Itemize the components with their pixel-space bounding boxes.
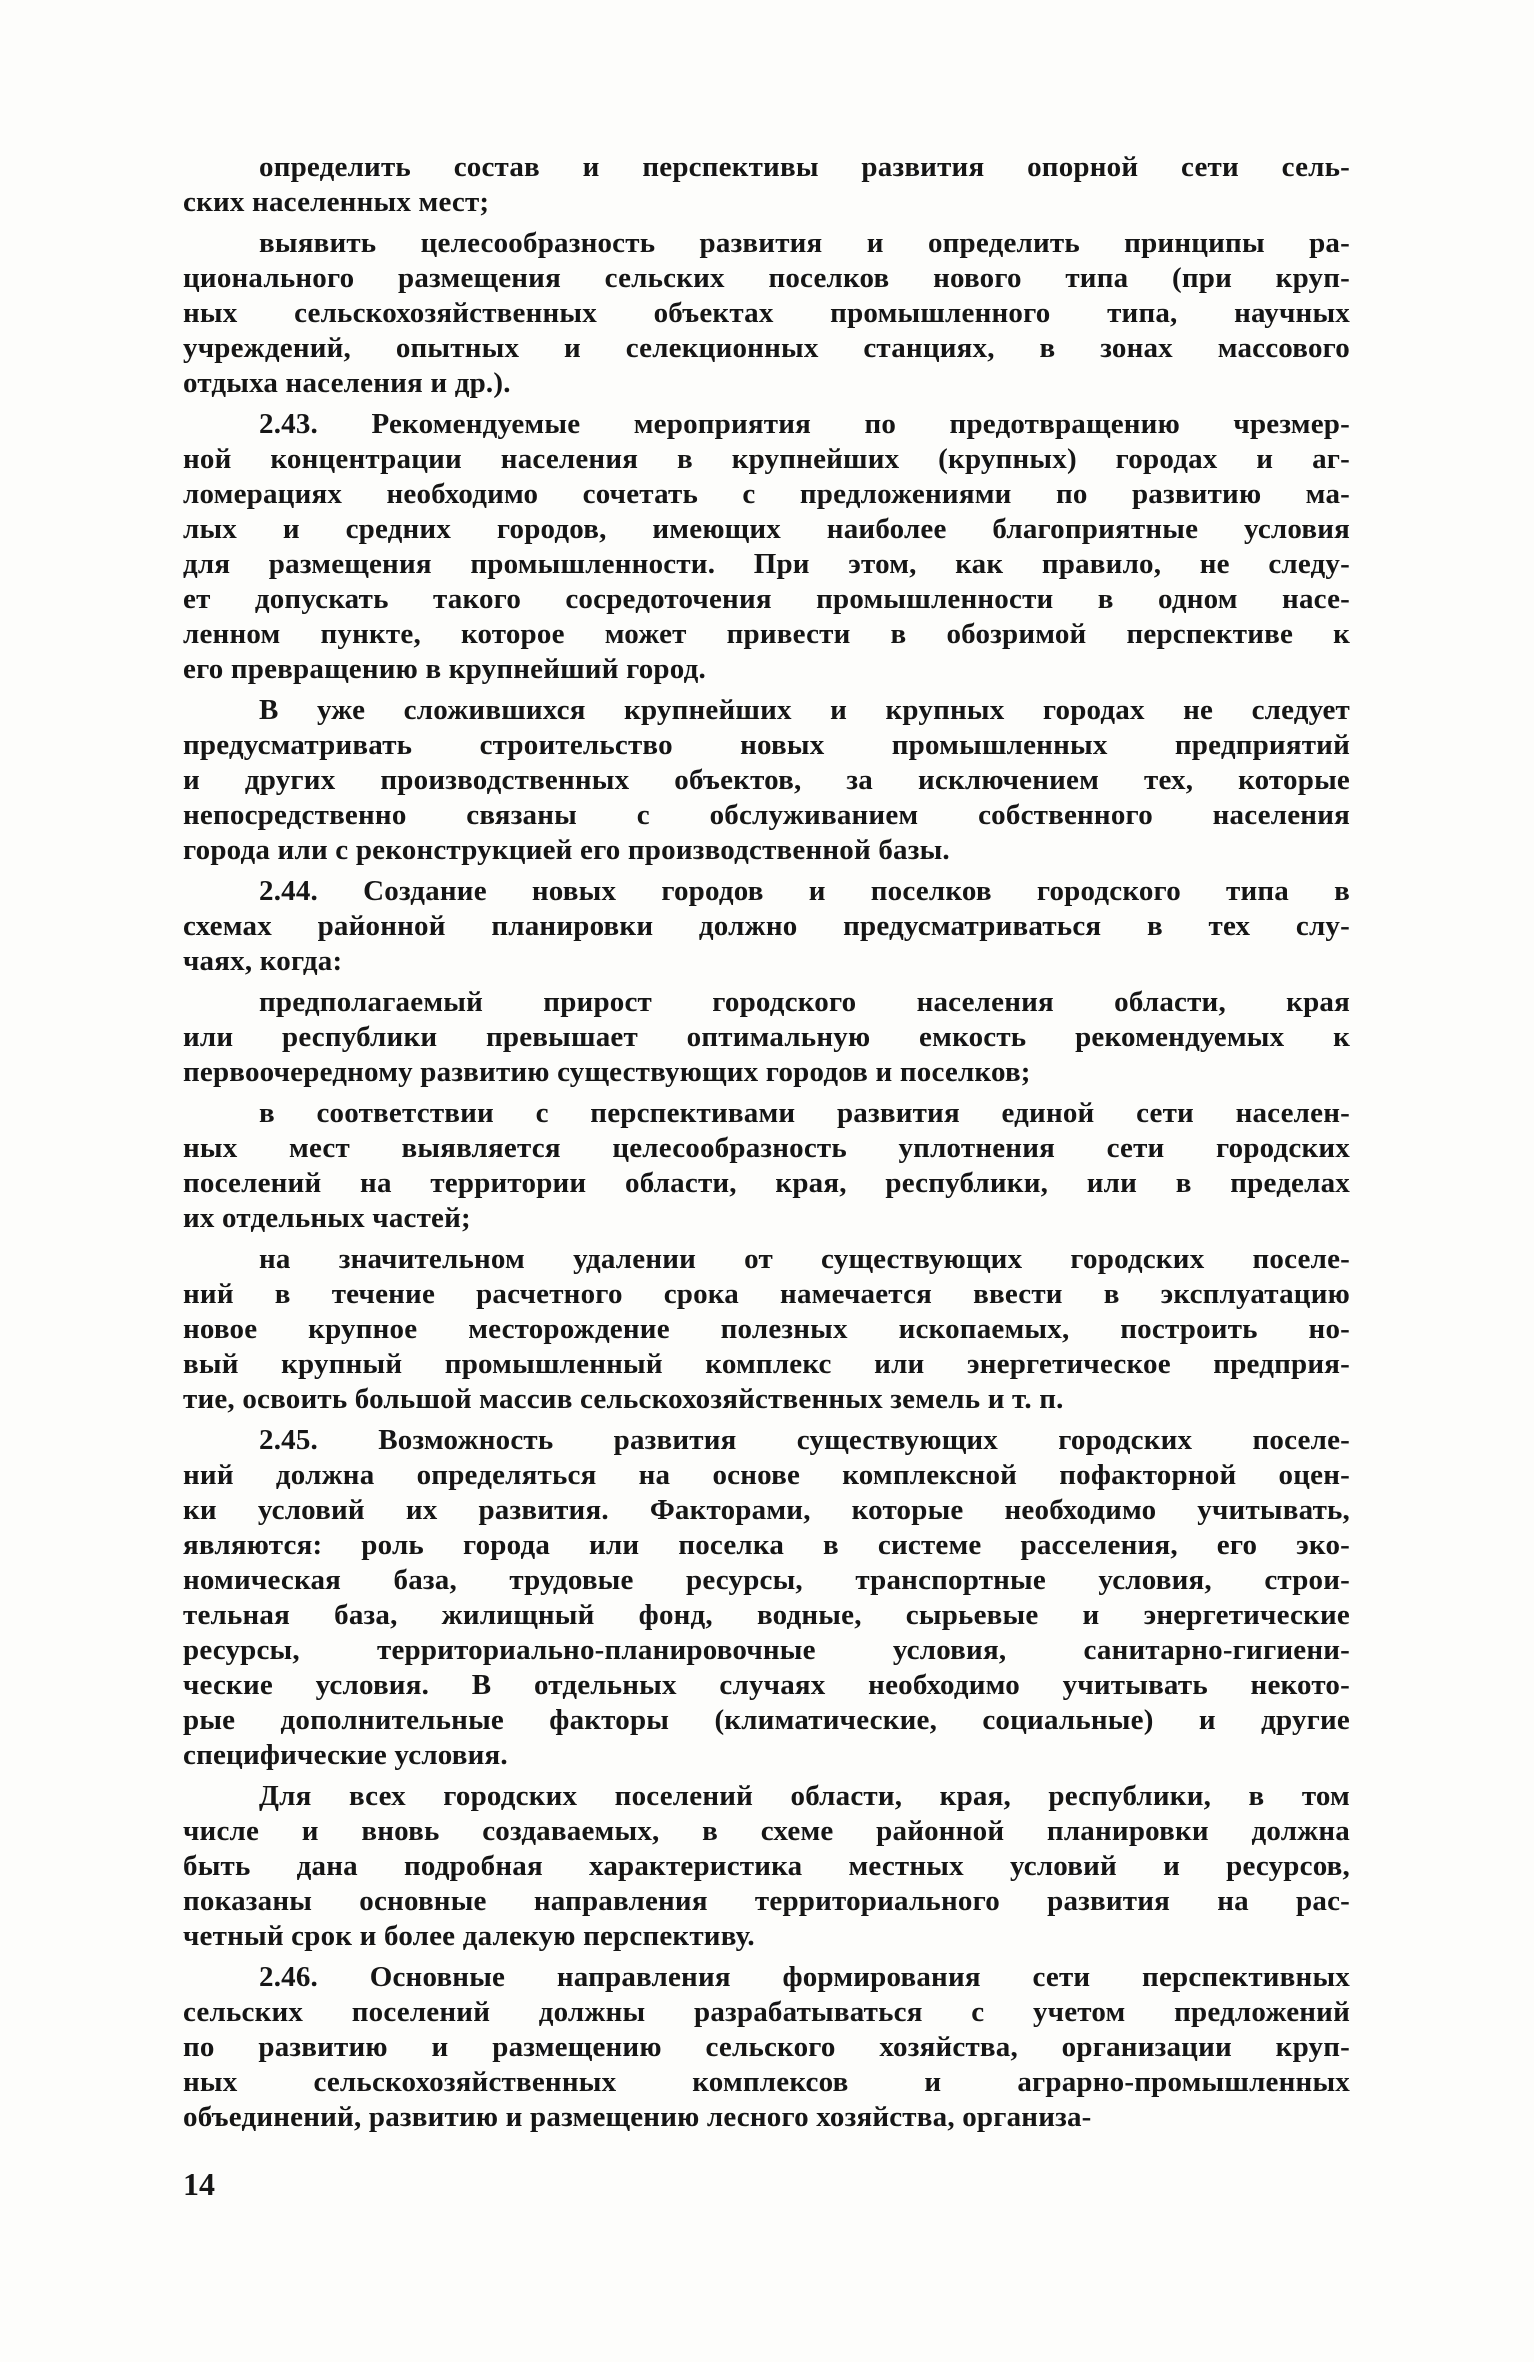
- text-line: специфические условия.: [183, 1739, 508, 1771]
- text-line: ленном пункте, которое может привести в обозримой перспективе к: [183, 618, 1350, 650]
- text-line: выявить целесообразность развития и определить принципы ра-: [259, 227, 1350, 259]
- text-line: ний должна определяться на основе комплексной пофакторной оцен-: [183, 1459, 1350, 1491]
- text-line: в соответствии с перспективами развития единой сети населен-: [259, 1097, 1350, 1129]
- text-line: схемах районной планировки должно предусматриваться в тех слу-: [183, 910, 1350, 942]
- text-line: его превращению в крупнейший город.: [183, 653, 706, 685]
- text-line: Для всех городских поселений области, края, республики, в том: [259, 1780, 1350, 1812]
- text-line: непосредственно связаны с обслуживанием собственного населения: [183, 799, 1350, 831]
- text-line: определить состав и перспективы развития опорной сети сель-: [259, 151, 1350, 183]
- text-line: тие, освоить большой массив сельскохозяйственных земель и т. п.: [183, 1383, 1064, 1415]
- text-line: их отдельных частей;: [183, 1202, 471, 1234]
- text-line: ционального размещения сельских поселков нового типа (при круп-: [183, 262, 1350, 294]
- text-line: номическая база, трудовые ресурсы, транспортные условия, строи-: [183, 1564, 1350, 1596]
- text-line: 2.45. Возможность развития существующих городских поселе-: [259, 1424, 1350, 1456]
- text-line: тельная база, жилищный фонд, водные, сырьевые и энергетические: [183, 1599, 1350, 1631]
- text-line: учреждений, опытных и селекционных станциях, в зонах массового: [183, 332, 1350, 364]
- text-line: являются: роль города или поселка в системе расселения, его эко-: [183, 1529, 1350, 1561]
- text-line: вый крупный промышленный комплекс или энергетическое предприя-: [183, 1348, 1350, 1380]
- paragraph: [183, 693, 1350, 868]
- text-line: и других производственных объектов, за исключением тех, которые: [183, 764, 1350, 796]
- text-line: первоочередному развитию существующих городов и поселков;: [183, 1056, 1031, 1088]
- text-line: рые дополнительные факторы (климатические, социальные) и другие: [183, 1704, 1350, 1736]
- paragraph: [183, 1242, 1350, 1417]
- text-line: чаях, когда:: [183, 945, 343, 977]
- paragraph: [183, 985, 1350, 1090]
- text-line: по развитию и размещению сельского хозяйства, организации круп-: [183, 2031, 1350, 2063]
- text-line: новое крупное месторождение полезных ископаемых, построить но-: [183, 1313, 1350, 1345]
- document-body: [183, 150, 1350, 2141]
- text-line: ресурсы, территориально-планировочные условия, санитарно-гигиени-: [183, 1634, 1350, 1666]
- text-line: быть дана подробная характеристика местных условий и ресурсов,: [183, 1850, 1350, 1882]
- text-line: В уже сложившихся крупнейших и крупных городах не следует: [259, 694, 1350, 726]
- paragraph: [183, 226, 1350, 401]
- paragraph: [183, 1423, 1350, 1773]
- text-line: города или с реконструкцией его производственной базы.: [183, 834, 950, 866]
- text-line: или республики превышает оптимальную емкость рекомендуемых к: [183, 1021, 1350, 1053]
- text-line: объединений, развитию и размещению лесного хозяйства, организа-: [183, 2101, 1092, 2133]
- text-line: числе и вновь создаваемых, в схеме районной планировки должна: [183, 1815, 1350, 1847]
- text-line: предусматривать строительство новых промышленных предприятий: [183, 729, 1350, 761]
- paragraph: [183, 1960, 1350, 2135]
- text-line: показаны основные направления территориального развития на рас-: [183, 1885, 1350, 1917]
- paragraph: [183, 407, 1350, 687]
- text-line: 2.43. Рекомендуемые мероприятия по предотвращению чрезмер-: [259, 408, 1350, 440]
- text-line: на значительном удалении от существующих городских поселе-: [259, 1243, 1350, 1275]
- paragraph: [183, 150, 1350, 220]
- paragraph: [183, 1096, 1350, 1236]
- text-line: для размещения промышленности. При этом, как правило, не следу-: [183, 548, 1350, 580]
- text-line: 2.44. Создание новых городов и поселков городского типа в: [259, 875, 1350, 907]
- text-line: предполагаемый прирост городского населения области, края: [259, 986, 1350, 1018]
- paragraph: [183, 1779, 1350, 1954]
- text-line: ских населенных мест;: [183, 186, 490, 218]
- text-line: ний в течение расчетного срока намечается ввести в эксплуатацию: [183, 1278, 1350, 1310]
- text-line: 2.46. Основные направления формирования сети перспективных: [259, 1961, 1350, 1993]
- paragraph: [183, 874, 1350, 979]
- text-line: лых и средних городов, имеющих наиболее благоприятные условия: [183, 513, 1350, 545]
- text-line: ной концентрации населения в крупнейших (крупных) городах и аг-: [183, 443, 1350, 475]
- text-line: сельских поселений должны разрабатываться с учетом предложений: [183, 1996, 1350, 2028]
- text-line: ет допускать такого сосредоточения промышленности в одном насе-: [183, 583, 1350, 615]
- text-line: отдыха населения и др.).: [183, 367, 511, 399]
- text-line: ных сельскохозяйственных комплексов и аграрно-промышленных: [183, 2066, 1350, 2098]
- text-line: ломерациях необходимо сочетать с предложениями по развитию ма-: [183, 478, 1350, 510]
- text-line: ки условий их развития. Факторами, которые необходимо учитывать,: [183, 1494, 1350, 1526]
- text-line: четный срок и более далекую перспективу.: [183, 1920, 755, 1952]
- text-line: поселений на территории области, края, республики, или в пределах: [183, 1167, 1350, 1199]
- text-line: ных сельскохозяйственных объектах промышленного типа, научных: [183, 297, 1350, 329]
- text-line: ческие условия. В отдельных случаях необходимо учитывать некото-: [183, 1669, 1350, 1701]
- text-line: ных мест выявляется целесообразность уплотнения сети городских: [183, 1132, 1350, 1164]
- page-number: 14: [183, 2166, 215, 2202]
